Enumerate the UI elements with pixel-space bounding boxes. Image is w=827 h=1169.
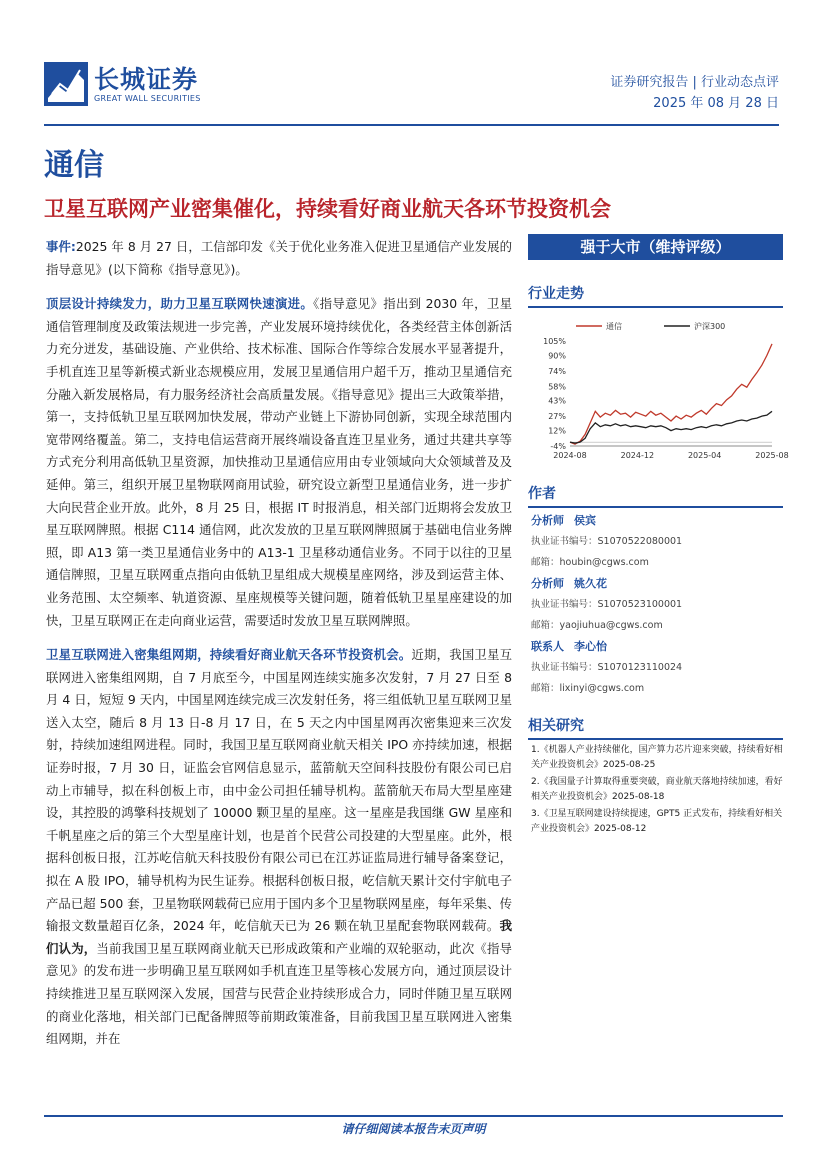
author-name: 李心怡 bbox=[574, 640, 607, 653]
trend-heading: 行业走势 bbox=[528, 283, 783, 308]
related-research-list bbox=[531, 743, 783, 839]
series-line bbox=[570, 344, 772, 444]
authors-heading: 作者 bbox=[528, 483, 783, 508]
author-email[interactable]: 邮箱：yaojiuhua@cgws.com bbox=[531, 620, 663, 631]
related-heading: 相关研究 bbox=[528, 715, 783, 740]
event-text: 2025 年 8 月 27 日，工信部印发《关于优化业务准入促进卫星通信产业发展的指导意见》(以下简称《指导意见》)。 bbox=[46, 239, 512, 277]
author-cert: 执业证书编号：S1070522080001 bbox=[531, 536, 683, 547]
report-type: 证券研究报告 | 行业动态点评 bbox=[610, 75, 779, 90]
great-wall-logo-icon bbox=[44, 62, 88, 106]
authors-list bbox=[531, 510, 786, 699]
industry-title: 通信 bbox=[44, 148, 104, 183]
footer-divider bbox=[44, 1115, 783, 1117]
related-item[interactable]: 2.《我国量子计算取得重要突破，商业航天落地持续加速，看好相关产业投资机会》2025-08-18 bbox=[531, 777, 783, 802]
x-tick-label: 2025-08 bbox=[755, 451, 789, 460]
policy-text: 《指导意见》指出到 2030 年，卫星通信管理制度及政策法规进一步完善，产业发展环境持续优化，各类经营主体创新活力充分迸发，基础设施、产业供给、技术标准、国际合作等综合发展水平显著提升，手机直连卫星等新模式新业态规模应用，发展卫星通信用户超千万，推动卫星通信充分融入新发展格局，有力服务经济社会高质量发展。《指导意见》提出三大政策举措，第一，支持低轨卫星互联网加快发展，带动产业链上下游协同创新，实现全球范围内宽带网络覆盖。第二，支持电信运营商开展终端设备直连卫星业务，通过共建共享等方式充分利用高低轨卫星资源，加快推动卫星通信应用由专业领域向大众领域普及及延伸。第三，组织开展卫星物联网商用试验，研究设立新型卫星通信业务，进一步扩大向民营企业开放。此外，8 月 25 日，根据 IT 时报消息，相关部门近期将会发放卫星互联网牌照。根据 C114 通信网，此次发放的卫星互联网牌照属于基础电信业务牌照，即 A13 第一类卫星通信业务中的 A13-1 卫星移动通信业务。不同于以往的卫星通信牌照，卫星互联网重点指向由低轨卫星组成大规模星座网络，涉及到运营主体、业务范围、太空频率、轨道资源、星座规模等关键问题，随着低轨卫星星座建设的加快，卫星互联网正在走向商业运营，需要适时发放卫星互联网牌照。 bbox=[46, 296, 512, 628]
x-tick-label: 2024-08 bbox=[553, 451, 587, 460]
author-name-row bbox=[531, 636, 786, 657]
author-email[interactable]: 邮箱：lixinyi@cgws.com bbox=[531, 683, 645, 694]
opinion-text: 当前我国卫星互联网商业航天已形成政策和产业端的双轮驱动，此次《指导意见》的发布进一步明确卫星互联网如手机直连卫星等核心发展方向，通过顶层设计持续推进卫星互联网深入发展，国营与民营企业持续形成合力，同时伴随卫星互联网的商业化落地，相关部门已配备牌照等前期政策准备，目前我国卫星互联网进入密集组网期，并在 bbox=[46, 940, 513, 1047]
legend-label: 沪深300 bbox=[694, 322, 726, 331]
x-tick-label: 2024-12 bbox=[620, 451, 655, 460]
report-date: 2025 年 08 月 28 日 bbox=[653, 96, 779, 111]
policy-lead: 顶层设计持续发力，助力卫星互联网快速演进。 bbox=[46, 296, 314, 312]
paragraph-event bbox=[46, 236, 512, 281]
author-name: 侯宾 bbox=[574, 514, 596, 527]
header-divider bbox=[44, 124, 779, 126]
y-tick-label: 43% bbox=[548, 396, 566, 406]
author-cert: 执业证书编号：S1070123110024 bbox=[531, 662, 683, 673]
logo-cn: 长城证券 bbox=[94, 64, 199, 94]
related-item[interactable]: 3.《卫星互联网建设持续提速，GPT5 正式发布，持续看好相关产业投资机会》2025-08-12 bbox=[531, 809, 783, 834]
report-headline: 卫星互联网产业密集催化，持续看好商业航天各环节投资机会 bbox=[44, 197, 611, 221]
y-tick-label: 58% bbox=[548, 382, 566, 392]
author-role: 联系人 bbox=[531, 640, 564, 653]
constellation-lead: 卫星互联网进入密集组网期，持续看好商业航天各环节投资机会。 bbox=[46, 647, 412, 663]
paragraph-constellation bbox=[46, 644, 512, 1051]
author-name-row bbox=[531, 573, 786, 594]
legend-label: 通信 bbox=[606, 322, 622, 331]
x-tick-label: 2025-04 bbox=[687, 451, 722, 460]
author-name-row bbox=[531, 510, 786, 531]
main-body bbox=[46, 236, 512, 1063]
constellation-text: 近期，我国卫星互联网进入密集组网期，自 7 月底至今，中国星网连续实施多次发射，7 月 27 日至 8 月 4 日，短短 9 天内，中国星网连续完成三次发射任务，将三组低轨卫星互联网卫星送入太空，随后 8 月 13 日-8 月 17 日，在 5 天之内中国星网再次密集迎来三次发射，持续加速组网进程。同时，我国卫星互联网商业航天相关 IPO 亦持续加速，根据证券时报，7 月 30 日，证监会官网信息显示，蓝箭航天空间科技股份有限公司已启动上市辅导，拟在科创板上市，由中金公司担任辅导机构。蓝箭航天布局大型星座建设，其控股的鸿擎科技规划了 10000 颗卫星的星座。这一星座是我国继 GW 星座和千帆星座之后的第三个大型星座计划，也是首个民营公司投建的大型星座。此外，根据科创板日报，江苏屹信航天科技股份有限公司已在江苏证监局进行辅导备案登记，拟在 A 股 IPO，辅导机构为民生证券。根据科创板日报，屹信航天累计交付宇航电子产品已超 500 套，卫星物联网载荷已应用于国内多个卫星物联网星座，每年采集、传输报文数量超百亿条，2024 年，屹信航天已为 26 颗在轨卫星配套物联网载荷。 bbox=[46, 647, 513, 934]
footer-disclaimer: 请仔细阅读本报告末页声明 bbox=[341, 1122, 486, 1136]
related-item[interactable]: 1.《机器人产业持续催化，国产算力芯片迎来突破，持续看好相关产业投资机会》2025-08-25 bbox=[531, 745, 783, 770]
author-role: 分析师 bbox=[531, 577, 564, 590]
series-line bbox=[570, 411, 772, 443]
y-tick-label: 90% bbox=[548, 351, 566, 361]
paragraph-policy bbox=[46, 293, 512, 632]
y-tick-label: 27% bbox=[548, 412, 566, 422]
company-logo bbox=[44, 62, 201, 106]
y-tick-label: 12% bbox=[548, 426, 566, 436]
author-role: 分析师 bbox=[531, 514, 564, 527]
industry-trend-chart bbox=[528, 316, 789, 466]
y-tick-label: 74% bbox=[548, 366, 566, 376]
y-tick-label: 105% bbox=[543, 337, 566, 346]
event-lead: 事件: bbox=[46, 239, 76, 254]
opinion-lead: 我们认为， bbox=[46, 918, 512, 956]
author-email[interactable]: 邮箱：houbin@cgws.com bbox=[531, 557, 649, 568]
logo-en: GREAT WALL SECURITIES bbox=[94, 93, 201, 103]
y-tick-label: -4% bbox=[550, 442, 566, 451]
rating-badge: 强于大市（维持评级） bbox=[528, 234, 783, 260]
author-name: 姚久花 bbox=[574, 577, 607, 590]
author-cert: 执业证书编号：S1070523100001 bbox=[531, 599, 683, 610]
